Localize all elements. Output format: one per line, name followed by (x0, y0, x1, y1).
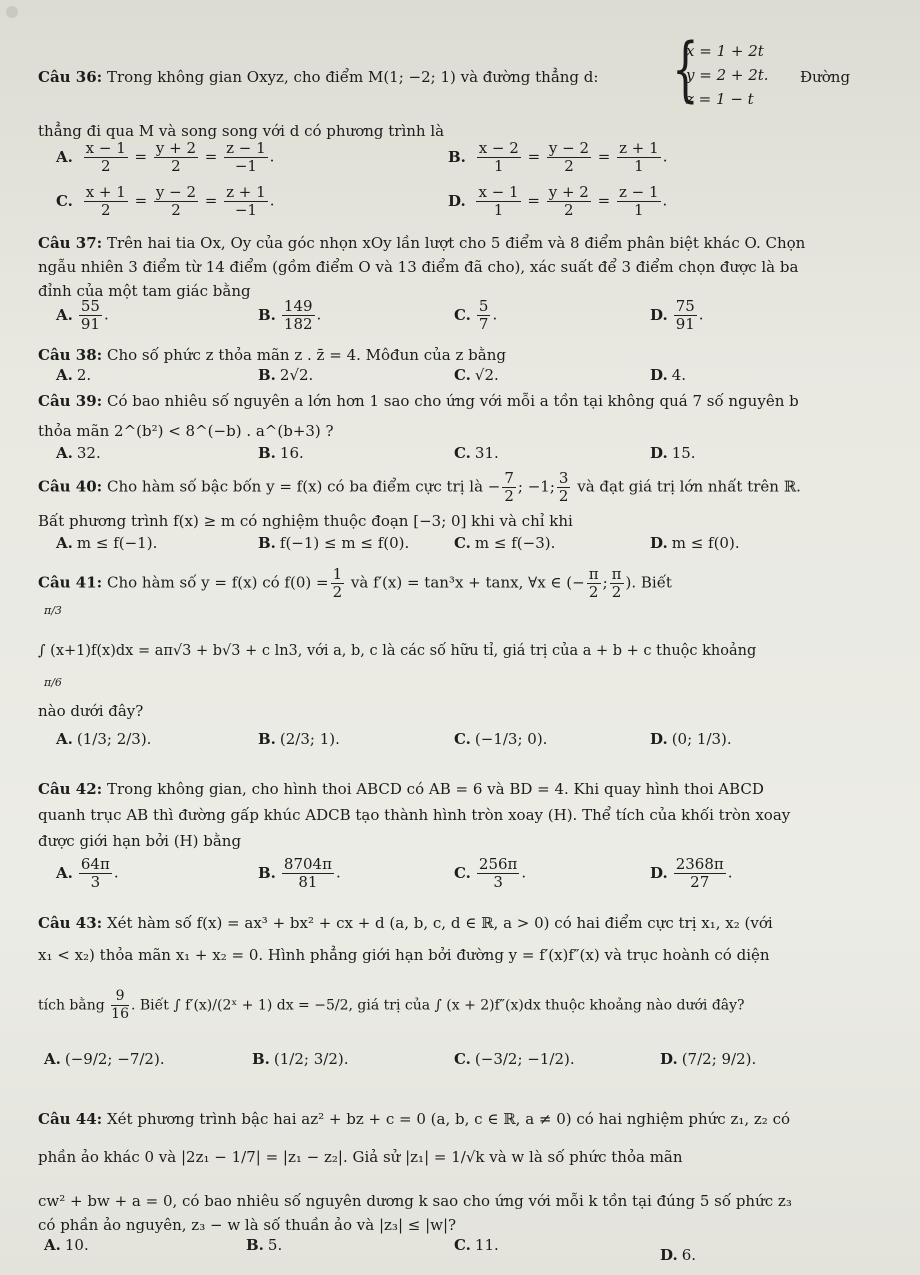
q37-option-c[interactable]: C. $\frac{5}{7}$ . (454, 297, 498, 333)
q43-option-c[interactable]: C. (−3/2; −1/2). (454, 1050, 575, 1068)
q42-line1: Trong không gian, cho hình thoi ABCD có AB = 6 và BD = 4. Khi quay hình thoi ABCD (106, 780, 764, 798)
question-40: Câu 40: Cho hàm số bậc bốn y = f(x) có ba điểm cực trị là − $\frac{7}{2}$ ; −1; $\frac{3}{2}$ và đạt giá trị lớn nhất trên ℝ. (38, 469, 801, 505)
question-38 (38, 344, 888, 366)
q43-option-b[interactable]: B. (1/2; 3/2). (252, 1050, 349, 1068)
q44-line1: Xét phương trình bậc hai az² + bz + c = 0 (a, b, c ∈ ℝ, a ≠ 0) có hai nghiệm phức z₁, z₂ có (106, 1110, 791, 1128)
q37-line2: ngẫu nhiên 3 điểm từ 14 điểm (gồm điểm O và 13 điểm đã cho), xác suất để 3 điểm chọn được là ba (38, 258, 799, 276)
q38-option-b[interactable]: B. 2√2. (258, 366, 314, 384)
q40-line1b: ; −1; (517, 477, 555, 496)
q44-option-c[interactable]: C. 11. (454, 1236, 499, 1254)
q41-lower-limit: π/6 (44, 676, 62, 689)
q38-option-d[interactable]: D. 4. (650, 366, 687, 384)
q36-tail: Đường (800, 68, 851, 86)
q44-line2: phần ảo khác 0 và |2z₁ − 1/7| = |z₁ − z₂|. Giả sử |z₁| = 1/√k và w là số phức thỏa mãn (38, 1148, 683, 1166)
q42-option-b[interactable]: B. $\frac{8704\pi}{81}$ . (258, 855, 341, 891)
q36-option-b[interactable]: B. $\frac{x - 2}{1}$ = $\frac{y - 2}{2}$ = $\frac{z + 1}{1}$ . (448, 139, 668, 175)
q41-line3: nào dưới đây? (38, 702, 144, 720)
q42-label: Câu 42: (38, 780, 103, 798)
q36-eq3: z = 1 − t (686, 90, 754, 108)
q44-option-b[interactable]: B. 5. (246, 1236, 283, 1254)
q39-option-b[interactable]: B. 16. (258, 444, 304, 462)
q41-option-c[interactable]: C. (−1/3; 0). (454, 730, 548, 748)
q37-line1: Trên hai tia Ox, Oy của góc nhọn xOy lần lượt cho 5 điểm và 8 điểm phân biệt khác O. Chọn (106, 234, 806, 252)
q39-line1: Có bao nhiêu số nguyên a lớn hơn 1 sao cho ứng với mỗi a tồn tại không quá 7 số nguyên b (106, 392, 799, 410)
q40-option-c[interactable]: C. m ≤ f(−3). (454, 534, 556, 552)
question-43 (38, 912, 888, 934)
question-44 (38, 1108, 888, 1130)
question-39 (38, 390, 888, 412)
q37-line3: đỉnh của một tam giác bằng (38, 282, 251, 300)
q43-line1: Xét hàm số f(x) = ax³ + bx² + cx + d (a, b, c, d ∈ ℝ, a > 0) có hai điểm cực trị x₁, x₂ (với (106, 914, 773, 932)
q42-option-d[interactable]: D. $\frac{2368\pi}{27}$ . (650, 855, 733, 891)
q41-line1a: Cho hàm số y = f(x) có f(0) = (106, 573, 329, 592)
q36-eq1: x = 1 + 2t (686, 42, 764, 60)
q36-option-c[interactable]: C. $\frac{x + 1}{2}$ = $\frac{y - 2}{2}$ = $\frac{z + 1}{-1}$ . (56, 183, 275, 219)
q42-option-a[interactable]: A. $\frac{64\pi}{3}$ . (56, 855, 119, 891)
q42-line2: quanh trục AB thì đường gấp khúc ADCB tạo thành hình tròn xoay (H). Thể tích của khối tròn xoay (38, 806, 791, 824)
q37-label: Câu 37: (38, 234, 103, 252)
q36-eq2: y = 2 + 2t. (686, 66, 769, 84)
q36-option-d[interactable]: D. $\frac{x - 1}{1}$ = $\frac{y + 2}{2}$ = $\frac{z - 1}{1}$ . (448, 183, 668, 219)
q36-brace: { (672, 28, 699, 110)
q41-option-a[interactable]: A. (1/3; 2/3). (56, 730, 152, 748)
q38-option-c[interactable]: C. √2. (454, 366, 499, 384)
q36-label: Câu 36: (38, 68, 103, 86)
q41-label: Câu 41: (38, 573, 103, 592)
q39-option-d[interactable]: D. 15. (650, 444, 696, 462)
q40-label: Câu 40: (38, 477, 103, 496)
q40-option-b[interactable]: B. f(−1) ≤ m ≤ f(0). (258, 534, 410, 552)
q36-text: Trong không gian Oxyz, cho điểm M(1; −2; 1) và đường thẳng d: (106, 68, 599, 86)
q44-option-d[interactable]: D. 6. (660, 1246, 697, 1264)
q42-line3: được giới hạn bởi (H) bằng (38, 832, 242, 850)
q41-line1c: ). Biết (625, 573, 672, 592)
q37-option-d[interactable]: D. $\frac{75}{91}$ . (650, 297, 704, 333)
q43-line3: tích bằng $\frac{9}{16}$ . Biết ∫ f′(x)/(2ˣ + 1) dx = −5/2, giá trị của ∫ (x + 2)f″(x)dx thuộc khoảng nào dưới đây? (38, 988, 745, 1022)
q40-line2: Bất phương trình f(x) ≥ m có nghiệm thuộc đoạn [−3; 0] khi và chỉ khi (38, 512, 573, 530)
question-41: Câu 41: Cho hàm số y = f(x) có f(0) = $\frac{1}{2}$ và f′(x) = tan³x + tanx, ∀x ∈ (− $\frac{\pi}{2}$ ; $\frac{\pi}{2}$ ). Biết (38, 565, 672, 601)
q40-option-d[interactable]: D. m ≤ f(0). (650, 534, 740, 552)
q39-line2: thỏa mãn 2^(b²) < 8^(−b) . a^(b+3) ? (38, 422, 334, 440)
q41-upper-limit: π/3 (44, 604, 62, 617)
question-42 (38, 778, 888, 800)
q43-option-d[interactable]: D. (7/2; 9/2). (660, 1050, 757, 1068)
q40-line1c: và đạt giá trị lớn nhất trên ℝ. (577, 477, 801, 496)
q44-line3: cw² + bw + a = 0, có bao nhiêu số nguyên dương k sao cho ứng với mỗi k tồn tại đúng 5 số phức z₃ (38, 1192, 792, 1210)
q39-label: Câu 39: (38, 392, 103, 410)
q36-line2: thẳng đi qua M và song song với d có phương trình là (38, 122, 445, 140)
q40-option-a[interactable]: A. m ≤ f(−1). (56, 534, 158, 552)
q41-option-d[interactable]: D. (0; 1/3). (650, 730, 732, 748)
q39-option-c[interactable]: C. 31. (454, 444, 499, 462)
q43-line2: x₁ < x₂) thỏa mãn x₁ + x₂ = 0. Hình phẳng giới hạn bởi đường y = f′(x)f″(x) và trục hoành có diện (38, 946, 770, 964)
q41-line1b: và f′(x) = tan³x + tanx, ∀x ∈ (− (350, 573, 585, 592)
q43-label: Câu 43: (38, 914, 103, 932)
q38-option-a[interactable]: A. 2. (56, 366, 92, 384)
q36-option-a[interactable]: A. $\frac{x - 1}{2}$ = $\frac{y + 2}{2}$ = $\frac{z - 1}{-1}$ . (56, 139, 275, 175)
punch-hole (6, 6, 18, 18)
q37-option-b[interactable]: B. $\frac{149}{182}$ . (258, 297, 322, 333)
q43-option-a[interactable]: A. (−9/2; −7/2). (44, 1050, 165, 1068)
q42-option-c[interactable]: C. $\frac{256\pi}{3}$ . (454, 855, 527, 891)
q39-option-a[interactable]: A. 32. (56, 444, 101, 462)
q44-option-a[interactable]: A. 10. (44, 1236, 89, 1254)
q38-label: Câu 38: (38, 346, 103, 364)
q37-option-a[interactable]: A. $\frac{55}{91}$ . (56, 297, 109, 333)
q44-label: Câu 44: (38, 1110, 103, 1128)
question-37 (38, 232, 888, 254)
q44-line4: có phần ảo nguyên, z₃ − w là số thuần ảo và |z₃| ≤ |w|? (38, 1216, 457, 1234)
q41-line2: ∫ (x+1)f(x)dx = aπ√3 + b√3 + c ln3, với a, b, c là các số hữu tỉ, giá trị của a + b + c thuộc khoảng (38, 643, 757, 659)
q41-option-b[interactable]: B. (2/3; 1). (258, 730, 340, 748)
q40-line1a: Cho hàm số bậc bốn y = f(x) có ba điểm cực trị là − (106, 477, 501, 496)
q38-text: Cho số phức z thỏa mãn z . z̄ = 4. Môđun của z bằng (106, 346, 506, 364)
